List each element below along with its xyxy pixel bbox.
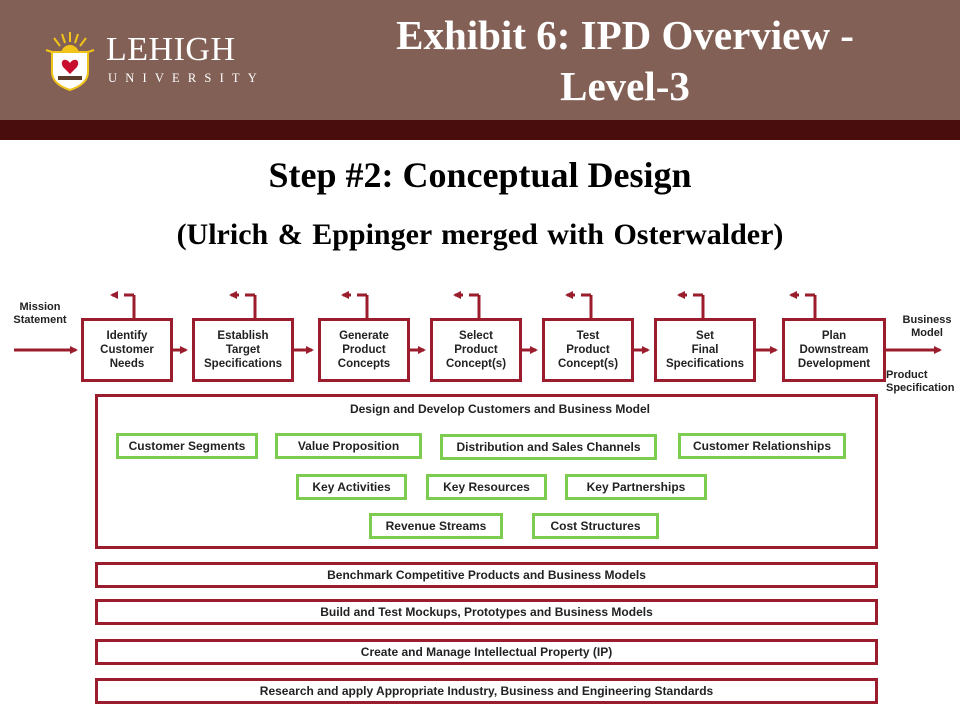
block-key-partnerships: Key Partnerships	[565, 474, 707, 500]
block-customer-relationships: Customer Relationships	[678, 433, 846, 459]
exhibit-title: Exhibit 6: IPD Overview - Level-3	[396, 12, 854, 109]
block-key-resources: Key Resources	[426, 474, 547, 500]
feedback-arrow	[343, 295, 367, 318]
activity-standards: Research and apply Appropriate Industry, Business and Engineering Standards	[95, 678, 878, 704]
step-label: Set Final Specifications	[666, 330, 744, 370]
feedback-arrow	[455, 295, 479, 318]
logo-wordmark: LEHIGH	[106, 31, 236, 68]
feedback-arrow	[231, 295, 255, 318]
feedback-arrow	[791, 295, 815, 318]
business-model-title: Design and Develop Customers and Business Model	[349, 402, 651, 416]
activity-build-test: Build and Test Mockups, Prototypes and Business Models	[95, 599, 878, 625]
feedback-arrow	[679, 295, 703, 318]
activity-intellectual-property: Create and Manage Intellectual Property (IP)	[95, 639, 878, 665]
mission-statement-label: Mission Statement	[13, 301, 67, 326]
step-label: Identify Customer Needs	[100, 330, 154, 370]
step-label: Plan Downstream Development	[797, 330, 871, 370]
step-subtitle: (Ulrich & Eppinger merged with Osterwalder)	[176, 218, 784, 251]
step-label: Select Product Concept(s)	[445, 330, 507, 370]
block-distribution-channels: Distribution and Sales Channels	[440, 434, 657, 460]
business-model-label: Business Model	[902, 314, 952, 339]
logo-subtitle: UNIVERSITY	[108, 71, 265, 85]
product-specification-label: Product Specification	[886, 369, 955, 394]
block-cost-structures: Cost Structures	[532, 513, 659, 539]
activity-benchmark: Benchmark Competitive Products and Business Models	[95, 562, 878, 588]
block-customer-segments: Customer Segments	[116, 433, 258, 459]
step-label: Test Product Concept(s)	[557, 330, 619, 370]
block-value-proposition: Value Proposition	[275, 433, 422, 459]
feedback-arrow	[567, 295, 591, 318]
block-revenue-streams: Revenue Streams	[369, 513, 503, 539]
step-title: Step #2: Conceptual Design	[268, 155, 692, 195]
step-label: Establish Target Specifications	[204, 330, 282, 370]
step-label: Generate Product Concepts	[337, 330, 391, 370]
block-key-activities: Key Activities	[296, 474, 407, 500]
feedback-arrow	[112, 295, 134, 318]
